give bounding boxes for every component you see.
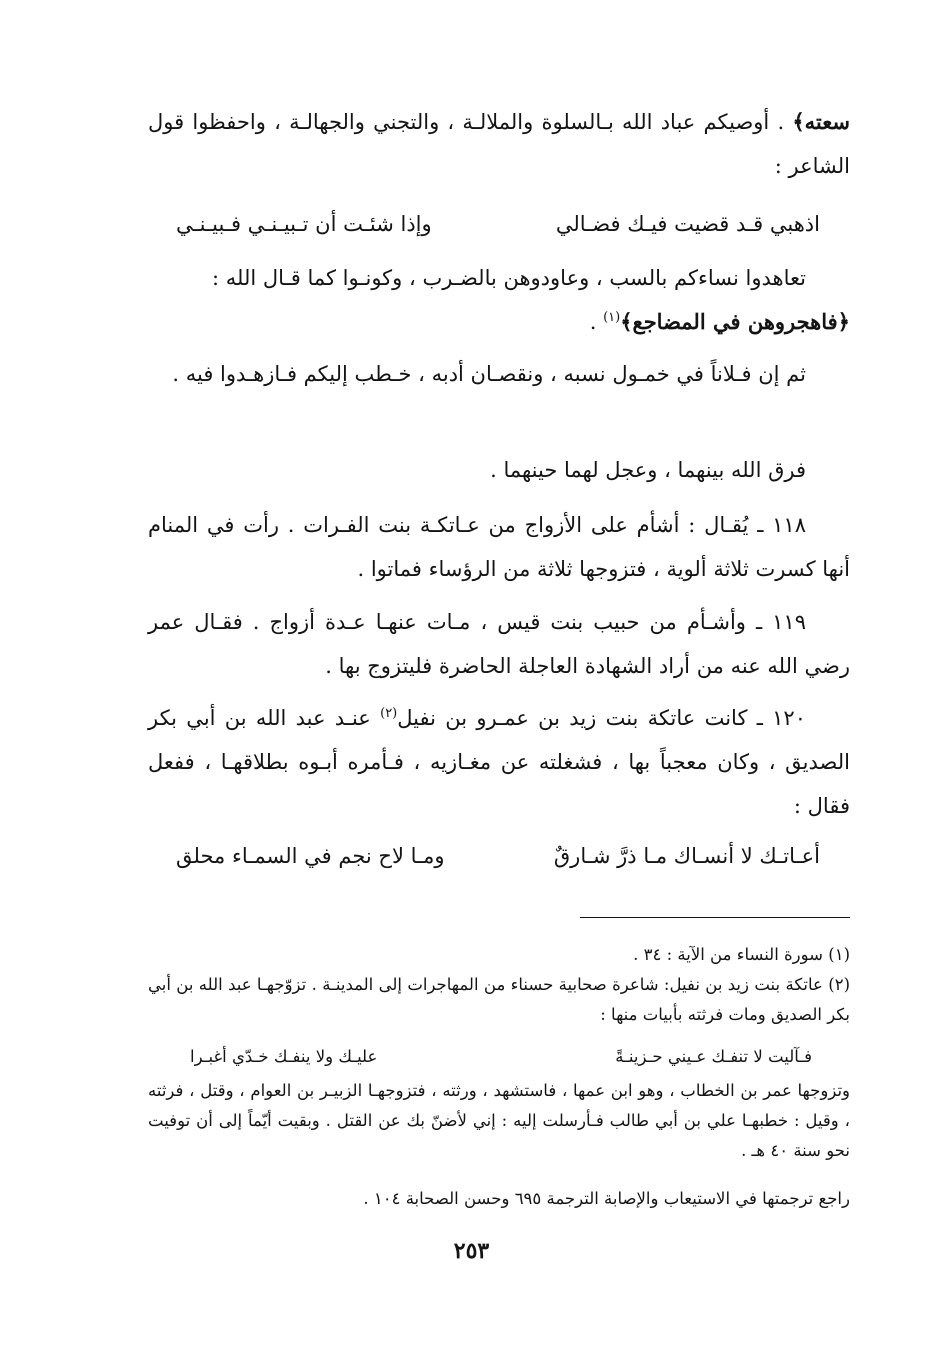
page-number: ٢٥٣ <box>453 1238 490 1264</box>
verse-1-left-hemistich: وإذا شئـت أن تـبيـنـي فـبيـنـي <box>176 212 432 236</box>
footnote-verse-left-hemistich: عليـك ولا ينفـك خـدّي أغبـرا <box>190 1047 378 1066</box>
footnote-2-text-a: (٢) عاتكة بنت زيد بن نفيل: شاعرة صحابية حسناء من المهاجرات إلى المدينـة . تزوّجهـا عبد الله بن أبي بكر الصديق ومات فرثته بأبيات منها : <box>148 975 850 1024</box>
footnote-1: (١) سورة النساء من الآية : ٣٤ . <box>633 945 850 964</box>
footnote-ref-2: (٢) <box>380 706 398 721</box>
footnote-verse-right-hemistich: فـآليت لا تنفـك عـيني حـزينـةً <box>615 1047 812 1066</box>
verse-2 <box>148 834 850 878</box>
verse-1 <box>148 202 850 246</box>
paragraph-2 <box>148 256 850 344</box>
paragraph-1 <box>148 100 850 188</box>
verse-2-left-hemistich: ومـا لاح نجم في السمـاء محلق <box>176 844 445 868</box>
paragraph-2-end: . <box>589 310 604 334</box>
paragraph-2-text: تعاهدوا نساءكم بالسب ، وعاودوهن بالضـرب ، وكونـوا كما قـال الله : <box>212 266 806 290</box>
footnote-2-part-c: راجع ترجمتها في الاستيعاب والإصابة الترجمة ٦٩٥ وحسن الصحابة ١٠٤ . <box>363 1189 850 1208</box>
quran-closing-fragment: سعته﴾ <box>792 109 850 134</box>
paragraph-7 <box>148 696 850 828</box>
verse-2-right-hemistich: أعـاتـك لا أنسـاك مـا ذرَّ شـارقٌ <box>553 844 820 868</box>
paragraph-5: ١١٨ ـ يُقـال : أشأم على الأزواج من عـاتكـة بنت الفـرات . رأت في المنام أنها كسرت ثلاثة ألوية ، فتزوجها ثلاثة من الرؤساء فماتوا . <box>148 513 850 581</box>
footnote-2-part-b: وتزوجها عمر بن الخطاب ، وهو ابن عمها ، فاستشهد ، ورثته ، فتزوجهـا الزبيـر بن العوام ، وقتل ، فرثته ، وقيل : خطبهـا علي بن أبي طالب فـأرسلت إليه : إني لأضنّ بك عن القتل . وبقيت أيّماً إلى أن توفيت نحو سنة ٤٠ هـ . <box>148 1081 850 1160</box>
verse-1-right-hemistich: اذهبي قـد قضيت فيـك فضـالي <box>555 212 820 236</box>
footnote-2-part-a <box>148 970 850 1030</box>
paragraph-3: ثم إن فـلاناً في خمـول نسبه ، ونقصـان أدبه ، خـطب إليكم فـازهـدوا فيه . <box>172 362 806 386</box>
paragraph-7-text-b: عنـد عبد الله بن أبي بكر الصديق ، وكان معجباً بها ، فشغلته عن مغـازيه ، فـأمره أبـوه بطلاقهـا ، ففعل فقال : <box>148 706 850 818</box>
footnote-separator <box>580 917 850 918</box>
footnote-2-verse <box>190 1042 812 1072</box>
paragraph-6: ١١٩ ـ وأشـأم من حبيب بنت قيس ، مـات عنهـا عـدة أزواج . فقـال عمر رضي الله عنه من أراد الشهادة العاجلة الحاضرة فليتزوج بها . <box>148 610 850 678</box>
footnote-ref-1: (١) <box>603 310 621 325</box>
paragraph-4: فرق الله بينهما ، وعجل لهما حينهما . <box>490 458 806 482</box>
paragraph-1-text: . أوصيكم عباد الله بـالسلوة والملالـة ، والتجني والجهالـة ، واحفظوا قول الشاعر : <box>148 110 850 178</box>
quran-quote: ﴿فاهجروهن في المضاجع﴾ <box>620 309 850 334</box>
paragraph-7-text-a: ١٢٠ ـ كانت عاتكة بنت زيد بن عمـرو بن نفيل <box>397 706 806 730</box>
